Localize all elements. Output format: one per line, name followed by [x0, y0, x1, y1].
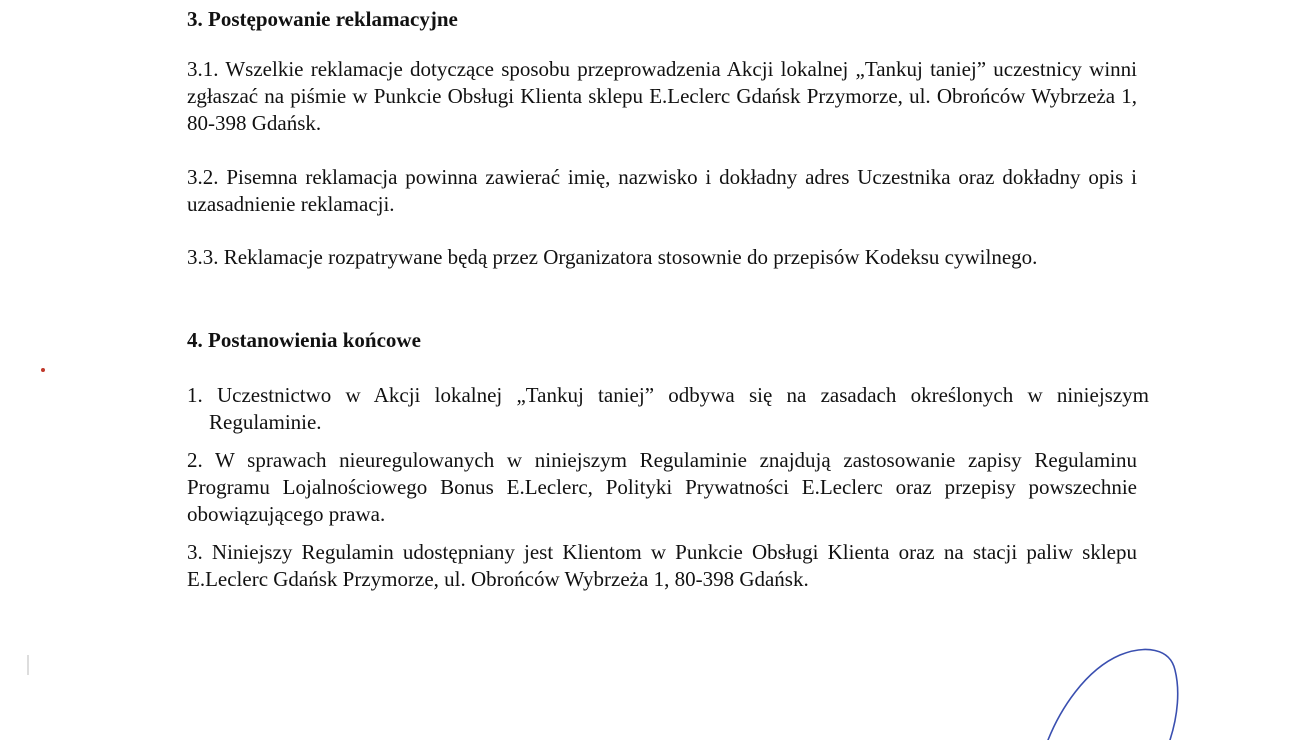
section-4-item-3: 3. Niniejszy Regulamin udostępniany jest Klientom w Punkcie Obsługi Klienta oraz na stacji paliw sklepu E.Leclerc Gdańsk Przymorze, ul. Obrońców Wybrzeża 1, 80-398 Gdańsk.: [187, 540, 1137, 591]
section-3-heading: 3. Postępowanie reklamacyjne: [187, 7, 458, 31]
section-3-paragraph-2: 3.2. Pisemna reklamacja powinna zawierać imię, nazwisko i dokładny adres Uczestnika oraz dokładny opis i uzasadnienie reklamacji.: [187, 165, 1137, 216]
section-3-paragraph-3: 3.3. Reklamacje rozpatrywane będą przez Organizatora stosownie do przepisów Kodeksu cywilnego.: [187, 245, 1038, 269]
signature-mark: [1030, 640, 1200, 740]
margin-tick-mark: [26, 655, 30, 675]
section-4-item-1: 1. Uczestnictwo w Akcji lokalnej „Tankuj taniej” odbywa się na zasadach określonych w niniejszym Regulaminie.: [187, 383, 1149, 434]
section-4-item-2: 2. W sprawach nieuregulowanych w niniejszym Regulaminie znajdują zastosowanie zapisy Regulaminu Programu Lojalnościowego Bonus E.Leclerc, Polityki Prywatności E.Leclerc oraz przepisy powszechnie obowiązującego prawa.: [187, 448, 1137, 526]
scan-dot-mark: [38, 365, 48, 375]
section-4-heading: 4. Postanowienia końcowe: [187, 328, 421, 352]
section-3-paragraph-1: 3.1. Wszelkie reklamacje dotyczące sposobu przeprowadzenia Akcji lokalnej „Tankuj taniej” uczestnicy winni zgłaszać na piśmie w Punkcie Obsługi Klienta sklepu E.Leclerc Gdańsk Przymorze, ul. Obrońców Wybrzeża 1, 80-398 Gdańsk.: [187, 57, 1137, 135]
